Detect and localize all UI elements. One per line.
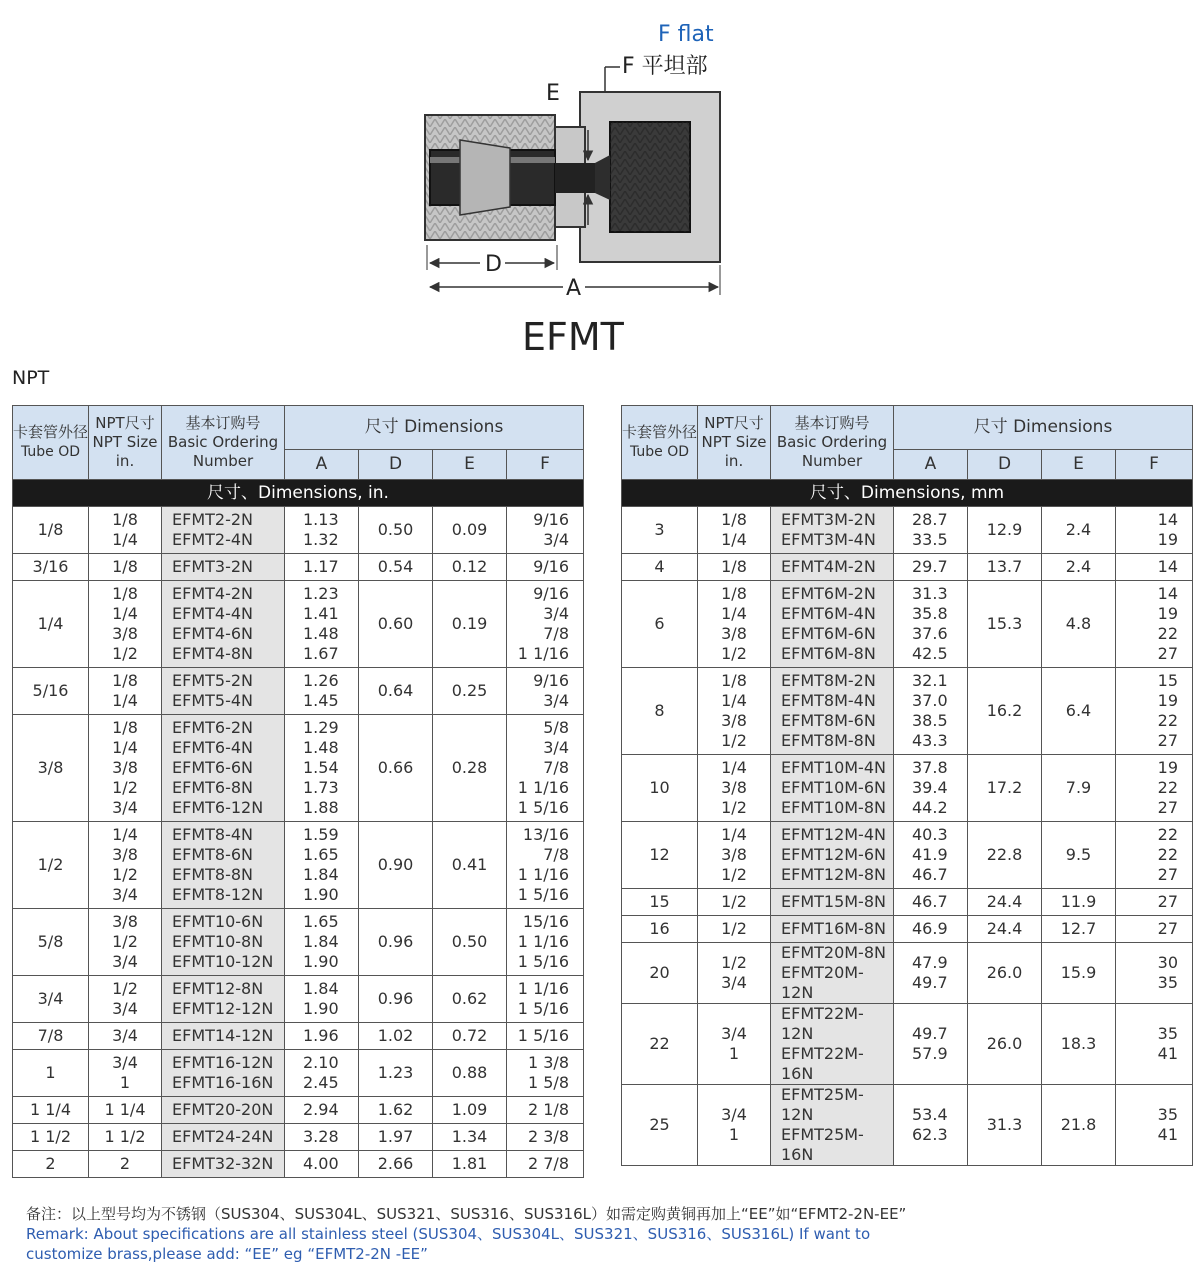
- cell-npt: 1/4 3/8 1/2: [698, 755, 771, 822]
- cell-npt: 3/4: [89, 1023, 162, 1050]
- table-row: [13, 507, 584, 554]
- cell-a: 1.23 1.41 1.48 1.67: [285, 581, 359, 668]
- cell-e: 21.8: [1042, 1085, 1116, 1166]
- cell-order: EFMT14-12N: [162, 1023, 285, 1050]
- cell-f: 9/16 3/4: [507, 507, 584, 554]
- cell-e: 0.72: [433, 1023, 507, 1050]
- dimension-d-label: D: [485, 252, 502, 277]
- cell-od: 25: [622, 1085, 698, 1166]
- cell-e: 0.88: [433, 1050, 507, 1097]
- cell-od: 1/8: [13, 507, 89, 554]
- cell-od: 16: [622, 916, 698, 943]
- table-row: [13, 822, 584, 909]
- cell-order: EFMT4M-2N: [771, 554, 894, 581]
- cell-od: 15: [622, 889, 698, 916]
- cell-npt: 1/8 1/4: [89, 668, 162, 715]
- cell-f: 2 3/8: [507, 1124, 584, 1151]
- dimension-e-label: E: [546, 81, 560, 106]
- cell-order: EFMT5-2N EFMT5-4N: [162, 668, 285, 715]
- cell-d: 13.7: [968, 554, 1042, 581]
- cell-a: 37.8 39.4 44.2: [894, 755, 968, 822]
- f-flat-label-en: F flat: [658, 22, 714, 47]
- cell-npt: 1/2 3/4: [698, 943, 771, 1004]
- dimension-a-label: A: [566, 276, 582, 301]
- cell-e: 0.19: [433, 581, 507, 668]
- cell-f: 1 3/8 1 5/8: [507, 1050, 584, 1097]
- cell-od: 3/8: [13, 715, 89, 822]
- cell-a: 28.7 33.5: [894, 507, 968, 554]
- mm-dimensions-table: [621, 405, 1193, 1166]
- cell-a: 1.26 1.45: [285, 668, 359, 715]
- cell-f: 9/16 3/4: [507, 668, 584, 715]
- cell-d: 1.97: [359, 1124, 433, 1151]
- cell-order: EFMT10-6N EFMT10-8N EFMT10-12N: [162, 909, 285, 976]
- cell-e: 7.9: [1042, 755, 1116, 822]
- cell-npt: 3/8 1/2 3/4: [89, 909, 162, 976]
- cell-f: 35 41: [1116, 1004, 1193, 1085]
- cell-a: 1.65 1.84 1.90: [285, 909, 359, 976]
- cell-f: 22 22 27: [1116, 822, 1193, 889]
- cell-order: EFMT8-4N EFMT8-6N EFMT8-8N EFMT8-12N: [162, 822, 285, 909]
- cell-npt: 1/2 3/4: [89, 976, 162, 1023]
- cell-npt: 1/2: [698, 889, 771, 916]
- cell-d: 0.64: [359, 668, 433, 715]
- cell-d: 26.0: [968, 1004, 1042, 1085]
- cell-npt: 3/4 1: [698, 1004, 771, 1085]
- cell-a: 2.94: [285, 1097, 359, 1124]
- cell-order: EFMT15M-8N: [771, 889, 894, 916]
- table-row: [622, 822, 1193, 889]
- cell-e: 1.81: [433, 1151, 507, 1178]
- cell-a: 53.4 62.3: [894, 1085, 968, 1166]
- cell-od: 1/2: [13, 822, 89, 909]
- table-row: [622, 1004, 1193, 1085]
- cell-f: 27: [1116, 889, 1193, 916]
- cell-f: 30 35: [1116, 943, 1193, 1004]
- cell-a: 47.9 49.7: [894, 943, 968, 1004]
- cell-order: EFMT32-32N: [162, 1151, 285, 1178]
- cell-e: 15.9: [1042, 943, 1116, 1004]
- cell-order: EFMT12M-4N EFMT12M-6N EFMT12M-8N: [771, 822, 894, 889]
- cell-od: 10: [622, 755, 698, 822]
- header-npt-en: NPT Size in.: [701, 433, 767, 470]
- model-title: EFMT: [522, 315, 624, 359]
- cell-a: 46.9: [894, 916, 968, 943]
- cell-od: 20: [622, 943, 698, 1004]
- cell-order: EFMT12-8N EFMT12-12N: [162, 976, 285, 1023]
- header-col-e: E: [433, 450, 507, 480]
- cell-e: 12.7: [1042, 916, 1116, 943]
- unit-banner-inch: 尺寸、Dimensions, in.: [13, 480, 584, 507]
- cell-od: 7/8: [13, 1023, 89, 1050]
- remarks: [26, 1204, 906, 1264]
- table-row: [13, 581, 584, 668]
- cell-e: 6.4: [1042, 668, 1116, 755]
- cell-order: EFMT24-24N: [162, 1124, 285, 1151]
- header-dimensions: 尺寸 Dimensions: [285, 406, 584, 450]
- cell-f: 27: [1116, 916, 1193, 943]
- cell-f: 14 19: [1116, 507, 1193, 554]
- header-npt-cn: NPT尺寸: [95, 414, 155, 432]
- header-order-cn: 基本订购号: [185, 414, 261, 432]
- cell-od: 5/8: [13, 909, 89, 976]
- cell-npt: 1/8 1/4: [89, 507, 162, 554]
- cell-f: 5/8 3/4 7/8 1 1/16 1 5/16: [507, 715, 584, 822]
- cell-order: EFMT3-2N: [162, 554, 285, 581]
- cell-a: 1.29 1.48 1.54 1.73 1.88: [285, 715, 359, 822]
- cell-e: 2.4: [1042, 507, 1116, 554]
- table-row: [622, 668, 1193, 755]
- cell-d: 0.60: [359, 581, 433, 668]
- cell-e: 0.62: [433, 976, 507, 1023]
- cell-d: 0.66: [359, 715, 433, 822]
- cell-a: 3.28: [285, 1124, 359, 1151]
- cell-d: 15.3: [968, 581, 1042, 668]
- cell-order: EFMT22M-12N EFMT22M-16N: [771, 1004, 894, 1085]
- header-ordering-number: [771, 406, 894, 480]
- cell-od: 3: [622, 507, 698, 554]
- cell-a: 1.59 1.65 1.84 1.90: [285, 822, 359, 909]
- cell-d: 16.2: [968, 668, 1042, 755]
- table-row: [13, 1050, 584, 1097]
- cell-e: 0.12: [433, 554, 507, 581]
- table-row: [622, 889, 1193, 916]
- cell-npt: 1/2: [698, 916, 771, 943]
- cell-e: 2.4: [1042, 554, 1116, 581]
- header-col-e: E: [1042, 450, 1116, 480]
- cell-order: EFMT25M-12N EFMT25M-16N: [771, 1085, 894, 1166]
- cell-d: 26.0: [968, 943, 1042, 1004]
- cell-d: 0.50: [359, 507, 433, 554]
- cell-a: 46.7: [894, 889, 968, 916]
- inch-dimensions-table: [12, 405, 584, 1178]
- cell-od: 12: [622, 822, 698, 889]
- cell-npt: 1/4 3/8 1/2: [698, 822, 771, 889]
- cell-a: 4.00: [285, 1151, 359, 1178]
- header-col-d: D: [359, 450, 433, 480]
- cell-d: 17.2: [968, 755, 1042, 822]
- cell-od: 3/4: [13, 976, 89, 1023]
- cell-f: 1 5/16: [507, 1023, 584, 1050]
- cell-npt: 1/8: [89, 554, 162, 581]
- cell-order: EFMT20-20N: [162, 1097, 285, 1124]
- header-order-cn: 基本订购号: [794, 414, 870, 432]
- table-row: [13, 554, 584, 581]
- cell-f: 14: [1116, 554, 1193, 581]
- header-npt-en: NPT Size in.: [92, 433, 158, 470]
- table-row: [622, 1085, 1193, 1166]
- cell-a: 40.3 41.9 46.7: [894, 822, 968, 889]
- cell-e: 18.3: [1042, 1004, 1116, 1085]
- table-row: [13, 668, 584, 715]
- cell-order: EFMT16M-8N: [771, 916, 894, 943]
- cell-npt: 1 1/4: [89, 1097, 162, 1124]
- table-row: [622, 581, 1193, 668]
- cell-d: 1.23: [359, 1050, 433, 1097]
- cell-od: 1 1/2: [13, 1124, 89, 1151]
- cell-a: 1.17: [285, 554, 359, 581]
- header-col-a: A: [285, 450, 359, 480]
- cell-f: 1 1/16 1 5/16: [507, 976, 584, 1023]
- cell-order: EFMT20M-8N EFMT20M-12N: [771, 943, 894, 1004]
- header-tube-od-cn: 卡套管外径: [13, 423, 89, 441]
- cell-a: 2.10 2.45: [285, 1050, 359, 1097]
- header-ordering-number: [162, 406, 285, 480]
- cell-order: EFMT16-12N EFMT16-16N: [162, 1050, 285, 1097]
- cell-npt: 3/4 1: [89, 1050, 162, 1097]
- cell-order: EFMT8M-2N EFMT8M-4N EFMT8M-6N EFMT8M-8N: [771, 668, 894, 755]
- cell-od: 1: [13, 1050, 89, 1097]
- cell-order: EFMT6M-2N EFMT6M-4N EFMT6M-6N EFMT6M-8N: [771, 581, 894, 668]
- cell-f: 35 41: [1116, 1085, 1193, 1166]
- cell-od: 8: [622, 668, 698, 755]
- header-col-d: D: [968, 450, 1042, 480]
- header-col-f: F: [507, 450, 584, 480]
- cell-f: 19 22 27: [1116, 755, 1193, 822]
- cell-e: 11.9: [1042, 889, 1116, 916]
- cell-a: 29.7: [894, 554, 968, 581]
- cell-npt: 3/4 1: [698, 1085, 771, 1166]
- cell-d: 0.90: [359, 822, 433, 909]
- cell-order: EFMT3M-2N EFMT3M-4N: [771, 507, 894, 554]
- cell-f: 15 19 22 27: [1116, 668, 1193, 755]
- cell-d: 22.8: [968, 822, 1042, 889]
- cell-a: 1.96: [285, 1023, 359, 1050]
- cell-a: 31.3 35.8 37.6 42.5: [894, 581, 968, 668]
- cell-npt: 2: [89, 1151, 162, 1178]
- cell-od: 22: [622, 1004, 698, 1085]
- header-npt-cn: NPT尺寸: [704, 414, 764, 432]
- table-row: [13, 1023, 584, 1050]
- cell-od: 1 1/4: [13, 1097, 89, 1124]
- thread-type-label: NPT: [12, 367, 50, 389]
- cell-od: 6: [622, 581, 698, 668]
- table-row: [13, 909, 584, 976]
- cell-order: EFMT4-2N EFMT4-4N EFMT4-6N EFMT4-8N: [162, 581, 285, 668]
- cell-d: 24.4: [968, 889, 1042, 916]
- cell-e: 0.25: [433, 668, 507, 715]
- cell-npt: 1/8 1/4 3/8 1/2: [698, 581, 771, 668]
- cell-a: 49.7 57.9: [894, 1004, 968, 1085]
- table-row: [13, 976, 584, 1023]
- cell-e: 9.5: [1042, 822, 1116, 889]
- header-col-a: A: [894, 450, 968, 480]
- cell-npt: 1/8 1/4 3/8 1/2 3/4: [89, 715, 162, 822]
- table-row: [622, 943, 1193, 1004]
- cell-npt: 1/8 1/4: [698, 507, 771, 554]
- table-row: [13, 715, 584, 822]
- cell-order: EFMT2-2N EFMT2-4N: [162, 507, 285, 554]
- table-row: [622, 507, 1193, 554]
- cell-d: 1.62: [359, 1097, 433, 1124]
- table-row: [13, 1097, 584, 1124]
- cell-npt: 1 1/2: [89, 1124, 162, 1151]
- header-npt-size: [698, 406, 771, 480]
- table-row: [622, 916, 1193, 943]
- remark-en: Remark: About specifications are all stainless steel (SUS304、SUS304L、SUS321、SUS316、SUS316L) If want to customize brass,please add: “EE” eg “EFMT2-2N -EE”: [26, 1225, 871, 1263]
- header-tube-od-cn: 卡套管外径: [622, 423, 698, 441]
- header-npt-size: [89, 406, 162, 480]
- cell-e: 0.50: [433, 909, 507, 976]
- cell-e: 4.8: [1042, 581, 1116, 668]
- remark-cn: 备注：以上型号均为不锈钢（SUS304、SUS304L、SUS321、SUS316、SUS316L）如需定购黄铜再加上“EE”如“EFMT2-2N-EE”: [26, 1205, 907, 1223]
- cell-a: 32.1 37.0 38.5 43.3: [894, 668, 968, 755]
- header-col-f: F: [1116, 450, 1193, 480]
- header-tube-od: [13, 406, 89, 480]
- cell-e: 0.28: [433, 715, 507, 822]
- header-dimensions: 尺寸 Dimensions: [894, 406, 1193, 450]
- f-flat-label-cn: F 平坦部: [622, 54, 708, 79]
- cell-e: 1.34: [433, 1124, 507, 1151]
- cell-npt: 1/8 1/4 3/8 1/2: [89, 581, 162, 668]
- cell-f: 9/16 3/4 7/8 1 1/16: [507, 581, 584, 668]
- header-tube-od: [622, 406, 698, 480]
- header-tube-od-en: Tube OD: [20, 444, 81, 460]
- cell-order: EFMT10M-4N EFMT10M-6N EFMT10M-8N: [771, 755, 894, 822]
- cell-d: 24.4: [968, 916, 1042, 943]
- cell-d: 12.9: [968, 507, 1042, 554]
- cell-d: 0.54: [359, 554, 433, 581]
- cell-npt: 1/8 1/4 3/8 1/2: [698, 668, 771, 755]
- cell-f: 13/16 7/8 1 1/16 1 5/16: [507, 822, 584, 909]
- table-row: [622, 755, 1193, 822]
- cell-npt: 1/8: [698, 554, 771, 581]
- cell-od: 1/4: [13, 581, 89, 668]
- table-row: [622, 554, 1193, 581]
- table-row: [13, 1151, 584, 1178]
- cell-d: 0.96: [359, 909, 433, 976]
- cell-e: 1.09: [433, 1097, 507, 1124]
- cell-od: 4: [622, 554, 698, 581]
- cell-d: 2.66: [359, 1151, 433, 1178]
- table-row: [13, 1124, 584, 1151]
- cell-od: 3/16: [13, 554, 89, 581]
- cell-d: 0.96: [359, 976, 433, 1023]
- cell-e: 0.09: [433, 507, 507, 554]
- cell-a: 1.13 1.32: [285, 507, 359, 554]
- cell-npt: 1/4 3/8 1/2 3/4: [89, 822, 162, 909]
- cell-f: 9/16: [507, 554, 584, 581]
- cell-d: 31.3: [968, 1085, 1042, 1166]
- header-order-en: Basic Ordering Number: [167, 433, 279, 470]
- fitting-cross-section-illustration: [400, 15, 760, 360]
- cell-od: 5/16: [13, 668, 89, 715]
- cell-d: 1.02: [359, 1023, 433, 1050]
- fitting-diagram: [400, 15, 760, 360]
- header-order-en: Basic Ordering Number: [776, 433, 888, 470]
- cell-f: 15/16 1 1/16 1 5/16: [507, 909, 584, 976]
- cell-a: 1.84 1.90: [285, 976, 359, 1023]
- cell-f: 2 7/8: [507, 1151, 584, 1178]
- cell-od: 2: [13, 1151, 89, 1178]
- cell-e: 0.41: [433, 822, 507, 909]
- cell-order: EFMT6-2N EFMT6-4N EFMT6-6N EFMT6-8N EFMT6-12N: [162, 715, 285, 822]
- header-tube-od-en: Tube OD: [629, 444, 690, 460]
- cell-f: 14 19 22 27: [1116, 581, 1193, 668]
- unit-banner-mm: 尺寸、Dimensions, mm: [622, 480, 1193, 507]
- cell-f: 2 1/8: [507, 1097, 584, 1124]
